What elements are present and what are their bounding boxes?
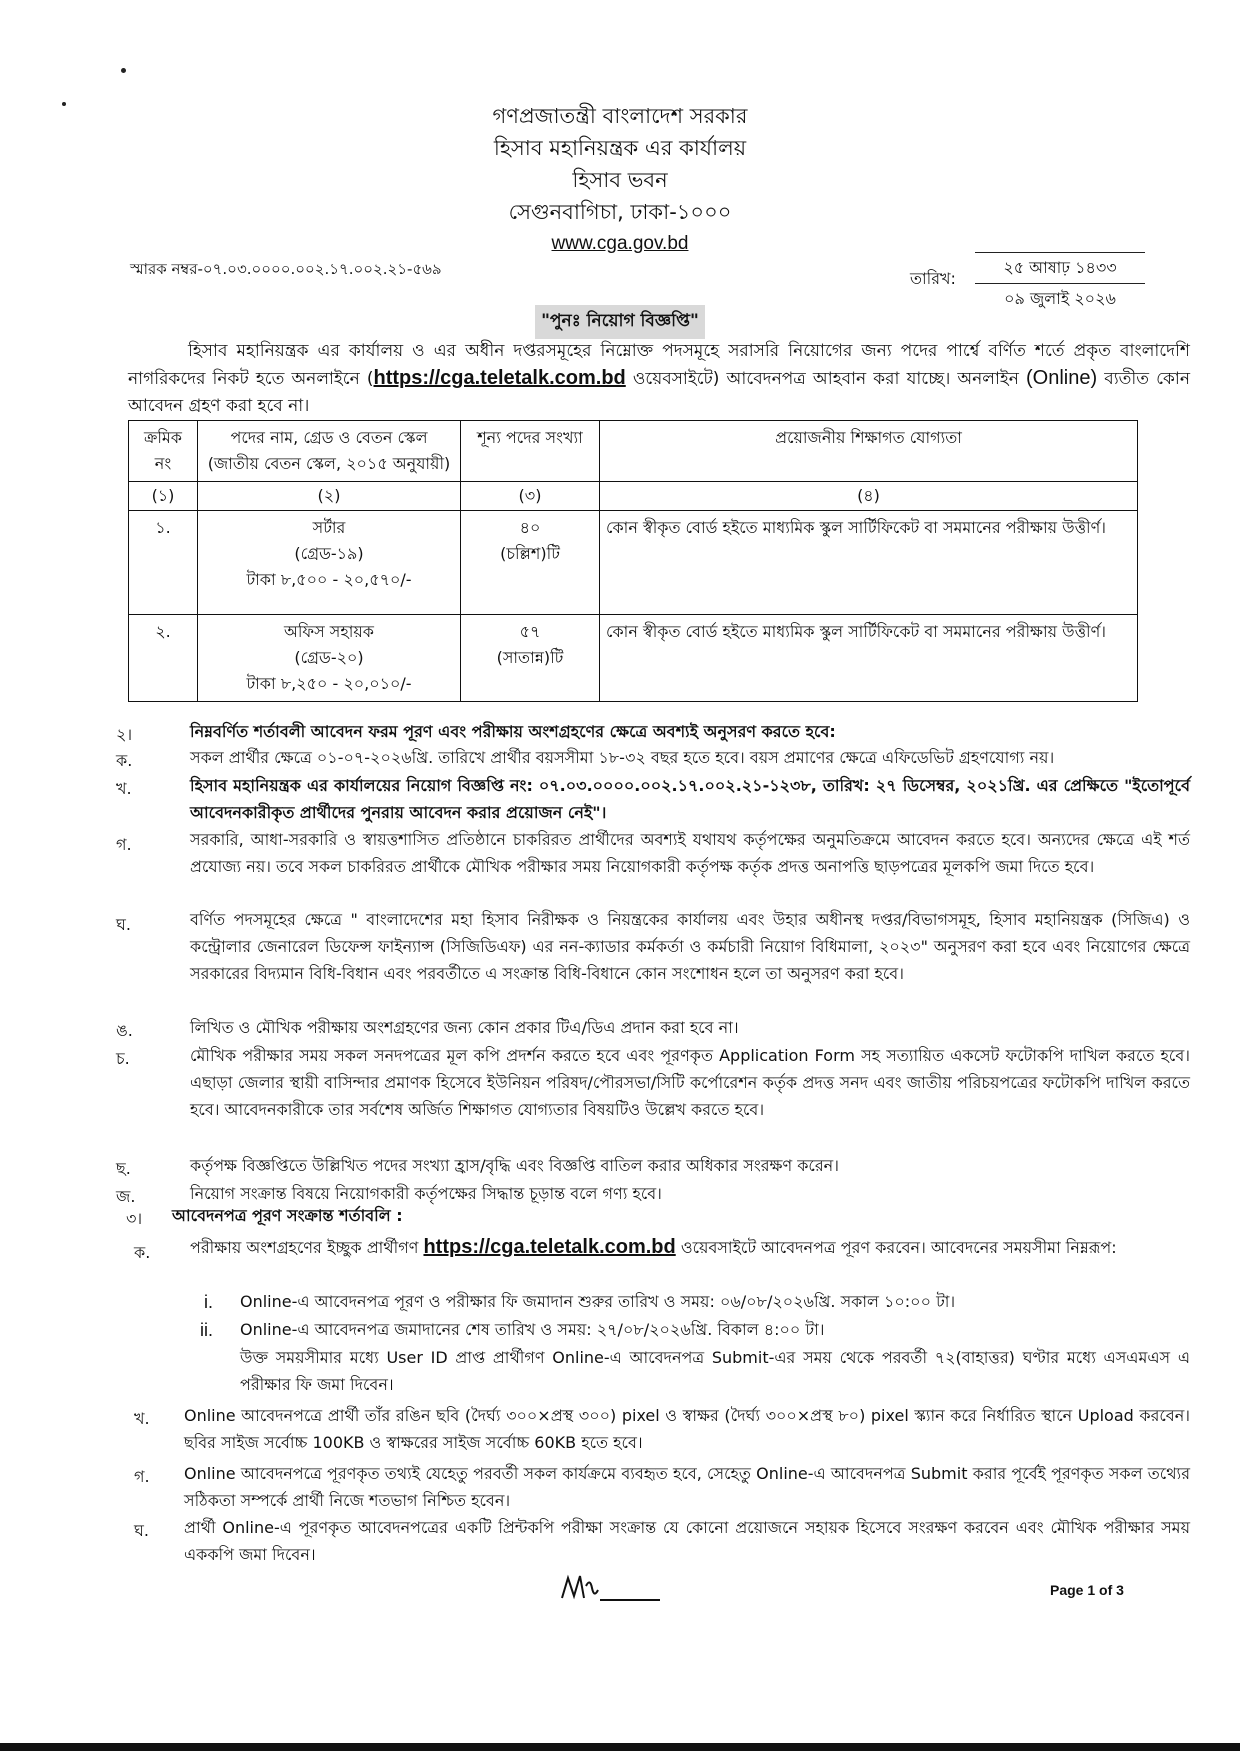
notice-title-text: "পুনঃ নিয়োগ বিজ্ঞপ্তি" bbox=[535, 305, 705, 339]
condition-age: সকল প্রার্থীর ক্ষেত্রে ০১-০৭-২০২৬খ্রি. তারিখে প্রার্থীর বয়সসীমা ১৮-৩২ বছর হতে হবে। বয়স প্রমাণের ক্ষেত্রে এফিডেভিট গ্রহণযোগ্য নয়। bbox=[190, 748, 1055, 767]
intro-paragraph bbox=[128, 338, 1190, 420]
row-post bbox=[198, 511, 461, 615]
header-office: হিসাব মহানিয়ন্ত্রক এর কার্যালয় bbox=[493, 136, 747, 160]
condition-no-ta-da: লিখিত ও মৌখিক পরীক্ষায় অংশগ্রহণের জন্য কোন প্রকার টিএ/ডিএ প্রদান করা হবে না। bbox=[190, 1018, 739, 1037]
date-bangla: ২৫ আষাঢ় ১৪৩৩ bbox=[1003, 258, 1117, 277]
post-name: সর্টার bbox=[312, 518, 346, 537]
count-number: ৫৭ bbox=[519, 622, 541, 641]
notice-title bbox=[0, 305, 1240, 339]
col-number: (২) bbox=[198, 482, 461, 511]
intro-text-2: ওয়েবসাইটে) আবেদনপত্র আহবান করা যাচ্ছে। অনলাইন bbox=[625, 369, 1026, 389]
intro-text-1: হিসাব মহানিয়ন্ত্রক এর কার্যালয় ও এর অধীন দপ্তরসমূহের নিম্নোক্ত পদসমূহে সরাসরি নিয়োগের জন্য পদের পার্শ্বে বর্ণিত শর্তে প্রকৃত বাংলাদেশি নাগরিকদের নিকট হতে অনলাইনে ( bbox=[128, 341, 1190, 389]
header-serial: ক্রমিক নং bbox=[129, 421, 198, 482]
application-website-instruction bbox=[190, 1234, 1190, 1261]
post-pay: টাকা ৮,২৫০ - ২০,০১০/- bbox=[246, 674, 412, 693]
header-website-link[interactable]: www.cga.gov.bd bbox=[551, 233, 689, 254]
item-label: ঘ. bbox=[134, 1521, 149, 1540]
teletalk-link[interactable]: https://cga.teletalk.com.bd bbox=[373, 367, 626, 389]
row-post bbox=[198, 615, 461, 702]
header-qualification: প্রয়োজনীয় শিক্ষাগত যোগ্যতা bbox=[600, 421, 1138, 482]
row-count bbox=[461, 511, 600, 615]
header-government: গণপ্রজাতন্ত্রী বাংলাদেশ সরকার bbox=[492, 104, 748, 128]
section3-number: ৩। bbox=[126, 1209, 143, 1228]
item-label: ক. bbox=[116, 751, 133, 770]
count-number: ৪০ bbox=[519, 518, 541, 537]
table-row bbox=[129, 615, 1138, 702]
condition-previous-applicants: হিসাব মহানিয়ন্ত্রক এর কার্যালয়ের নিয়োগ বিজ্ঞপ্তি নং: ০৭.০৩.০০০০.০০২.১৭.০০২.২১-১২৩৮, তারিখ: ২৭ ডিসেম্বর, ২০২১খ্রি. এর প্রেক্ষিতে "ইতোপূর্বে আবেদনকারীকৃত প্রার্থীদের পুনরায় আবেদন করার প্রয়োজন নেই"। bbox=[190, 776, 1190, 822]
date-rule-top bbox=[975, 252, 1145, 253]
item-label: জ. bbox=[116, 1187, 136, 1206]
count-words: (সাতান্ন)টি bbox=[496, 648, 564, 667]
sub-item-label: ii. bbox=[200, 1320, 213, 1340]
application-end-date: Online-এ আবেদনপত্র জমাদানের শেষ তারিখ ও সময়: ২৭/০৮/২০২৬খ্রি. বিকাল ৪:০০ টা। bbox=[240, 1320, 825, 1339]
item-label: খ. bbox=[116, 779, 132, 798]
date-english: ০৯ জুলাই ২০২৬ bbox=[1004, 289, 1116, 308]
table-row bbox=[129, 511, 1138, 615]
teletalk-link[interactable]: https://cga.teletalk.com.bd bbox=[423, 1236, 676, 1258]
photo-signature-instruction: Online আবেদনপত্রে প্রার্থী তাঁর রঙিন ছবি (দৈর্ঘ্য ৩০০×প্রস্থ ৩০০) pixel ও স্বাক্ষর (দৈর্ঘ্য ৩০০×প্রস্থ ৮০) pixel স্ক্যান করে নির্ধারিত স্থানে Upload করবেন। ছবির সাইজ সর্বোচ্চ 100KB ও স্বাক্ষরের সাইজ সর্বোচ্চ 60KB হতে হবে। bbox=[184, 1406, 1190, 1452]
item-label: ঙ. bbox=[116, 1021, 133, 1040]
condition-final-decision: নিয়োগ সংক্রান্ত বিষয়ে নিয়োগকারী কর্তৃপক্ষের সিদ্ধান্ত চূড়ান্ত বলে গণ্য হবে। bbox=[190, 1184, 662, 1203]
sub-item-label: i. bbox=[204, 1292, 213, 1312]
condition-employed-applicants: সরকারি, আধা-সরকারি ও স্বায়ত্তশাসিত প্রতিষ্ঠানে চাকরিরত প্রার্থীদের অবশ্যই যথাযথ কর্তৃপক্ষের অনুমতিক্রমে আবেদন করতে হবে। অন্যদের ক্ষেত্রে এই শর্ত প্রযোজ্য নয়। তবে সকল চাকরিরত প্রার্থীকে মৌখিক পরীক্ষার সময় নিয়োগকারী কর্তৃপক্ষ কর্তৃক প্রদত্ত অনাপত্তি ছাড়পত্রের মূলকপি জমা দিতে হবে। bbox=[190, 830, 1190, 876]
col-number: (৪) bbox=[600, 482, 1138, 511]
posts-table bbox=[128, 420, 1138, 702]
date-block bbox=[975, 250, 1145, 312]
header-post: পদের নাম, গ্রেড ও বেতন স্কেল (জাতীয় বেতন স্কেল, ২০১৫ অনুযায়ী) bbox=[198, 421, 461, 482]
post-grade: (গ্রেড-২০) bbox=[294, 648, 364, 667]
item-label: গ. bbox=[134, 1467, 150, 1486]
intro-text-3: ব্যতীত কোন আবেদন গ্রহণ করা হবে না। bbox=[128, 369, 1190, 416]
section2-heading: নিম্নবর্ণিত শর্তাবলী আবেদন ফরম পূরণ এবং পরীক্ষায় অংশগ্রহণের ক্ষেত্রে অবশ্যই অনুসরণ করতে হবে: bbox=[190, 722, 836, 741]
page-number: Page 1 of 3 bbox=[1050, 1582, 1124, 1598]
col-number: (১) bbox=[129, 482, 198, 511]
post-pay: টাকা ৮,৫০০ - ২০,৫৭০/- bbox=[246, 570, 412, 589]
row-serial: ২. bbox=[129, 615, 198, 702]
table-column-number-row bbox=[129, 482, 1138, 511]
date-rule-middle bbox=[975, 283, 1145, 284]
count-words: (চল্লিশ)টি bbox=[500, 544, 560, 563]
item-label: চ. bbox=[116, 1049, 130, 1068]
post-grade: (গ্রেড-১৯) bbox=[294, 544, 364, 563]
instruction-text-post: ওয়েবসাইটে আবেদনপত্র পূরণ করবেন। আবেদনের সময়সীমা নিম্নরূপ: bbox=[675, 1238, 1117, 1257]
post-name: অফিস সহায়ক bbox=[283, 622, 375, 641]
item-label: ঘ. bbox=[116, 915, 131, 934]
section2-number: ২। bbox=[116, 725, 133, 744]
data-accuracy-instruction: Online আবেদনপত্রে পূরণকৃত তথ্যই যেহেতু পরবর্তী সকল কার্যক্রমে ব্যবহৃত হবে, সেহেতু Online-এ আবেদনপত্র Submit করার পূর্বেই পূরণকৃত সকল তথ্যের সঠিকতা সম্পর্কে প্রার্থী নিজে শতভাগ নিশ্চিত হবেন। bbox=[184, 1464, 1190, 1510]
col-number: (৩) bbox=[461, 482, 600, 511]
memo-number: স্মারক নম্বর-০৭.০৩.০০০০.০০২.১৭.০০২.২১-৫৬৯ bbox=[130, 260, 442, 278]
item-label: গ. bbox=[116, 835, 132, 854]
section3-heading: আবেদনপত্র পূরণ সংক্রান্ত শর্তাবলি : bbox=[172, 1206, 403, 1225]
instruction-text-pre: পরীক্ষায় অংশগ্রহণের ইচ্ছুক প্রার্থীগণ bbox=[190, 1238, 424, 1257]
row-qualification: কোন স্বীকৃত বোর্ড হইতে মাধ্যমিক স্কুল সার্টিফিকেট বা সমমানের পরীক্ষায় উত্তীর্ণ। bbox=[600, 511, 1138, 615]
header-address: সেগুনবাগিচা, ঢাকা-১০০০ bbox=[508, 200, 732, 224]
row-serial: ১. bbox=[129, 511, 198, 615]
signature-image bbox=[560, 1568, 660, 1608]
item-label: খ. bbox=[134, 1409, 150, 1428]
condition-viva-documents: মৌখিক পরীক্ষার সময় সকল সনদপত্রের মূল কপি প্রদর্শন করতে হবে এবং পূরণকৃত Application Form সহ সত্যায়িত একসেট ফটোকপি দাখিল করতে হবে। এছাড়া জেলার স্থায়ী বাসিন্দার প্রমাণক হিসেবে ইউনিয়ন পরিষদ/পৌরসভা/সিটি কর্পোরেশন কর্তৃক প্রদত্ত সনদ এবং জাতীয় পরিচয়পত্রের ফটোকপি দাখিল করতে হবে। আবেদনকারীকে তার সর্বশেষ অর্জিত শিক্ষাগত যোগ্যতার বিষয়টিও উল্লেখ করতে হবে। bbox=[190, 1046, 1190, 1119]
item-label: ক. bbox=[134, 1243, 151, 1262]
row-count bbox=[461, 615, 600, 702]
header-building: হিসাব ভবন bbox=[572, 168, 668, 192]
table-header-row bbox=[129, 421, 1138, 482]
scan-edge bbox=[0, 1743, 1240, 1751]
scan-speck bbox=[121, 68, 126, 73]
application-start-date: Online-এ আবেদনপত্র পূরণ ও পরীক্ষার ফি জমাদান শুরুর তারিখ ও সময়: ০৬/০৮/২০২৬খ্রি. সকাল ১০:০০ টা। bbox=[240, 1292, 956, 1311]
scan-speck bbox=[62, 102, 66, 106]
date-label: তারিখ: bbox=[910, 269, 956, 288]
header-count: শূন্য পদের সংখ্যা bbox=[461, 421, 600, 482]
item-label: ছ. bbox=[116, 1159, 131, 1178]
letterhead bbox=[300, 100, 940, 260]
condition-recruitment-rules: বর্ণিত পদসমূহের ক্ষেত্রে " বাংলাদেশের মহা হিসাব নিরীক্ষক ও নিয়ন্ত্রকের কার্যালয় এবং উহার অধীনস্থ দপ্তর/বিভাগসমূহ, হিসাব মহানিয়ন্ত্রক (সিজিএ) ও কন্ট্রোলার জেনারেল ডিফেন্স ফাইন্যান্স (সিজিডিএফ) এর নন-ক্যাডার কর্মকর্তা ও কর্মচারী নিয়োগ বিধিমালা, ২০২৩" অনুসরণ করা হবে এবং নিয়োগের ক্ষেত্রে সরকারের বিদ্যমান বিধি-বিধান এবং পরবর্তীতে এ সংক্রান্ত বিধি-বিধানে কোন সংশোধন হলে তা অনুসরণ করা হবে। bbox=[190, 910, 1190, 983]
condition-authority-rights: কর্তৃপক্ষ বিজ্ঞপ্তিতে উল্লিখিত পদের সংখ্যা হ্রাস/বৃদ্ধি এবং বিজ্ঞপ্তি বাতিল করার অধিকার সংরক্ষণ করেন। bbox=[190, 1156, 839, 1175]
row-qualification: কোন স্বীকৃত বোর্ড হইতে মাধ্যমিক স্কুল সার্টিফিকেট বা সমমানের পরীক্ষায় উত্তীর্ণ। bbox=[600, 615, 1138, 702]
sms-fee-note: উক্ত সময়সীমার মধ্যে User ID প্রাপ্ত প্রার্থীগণ Online-এ আবেদনপত্র Submit-এর সময় থেকে পরবর্তী ৭২(বাহাত্তর) ঘণ্টার মধ্যে এসএমএস এ পরীক্ষার ফি জমা দিবেন। bbox=[240, 1348, 1190, 1394]
intro-online: (Online) bbox=[1025, 367, 1098, 389]
printout-instruction: প্রার্থী Online-এ পূরণকৃত আবেদনপত্রের একটি প্রিন্টকপি পরীক্ষা সংক্রান্ত যে কোনো প্রয়োজনে সহায়ক হিসেবে সংরক্ষণ করবেন এবং মৌখিক পরীক্ষার সময় এককপি জমা দিবেন। bbox=[184, 1518, 1190, 1564]
